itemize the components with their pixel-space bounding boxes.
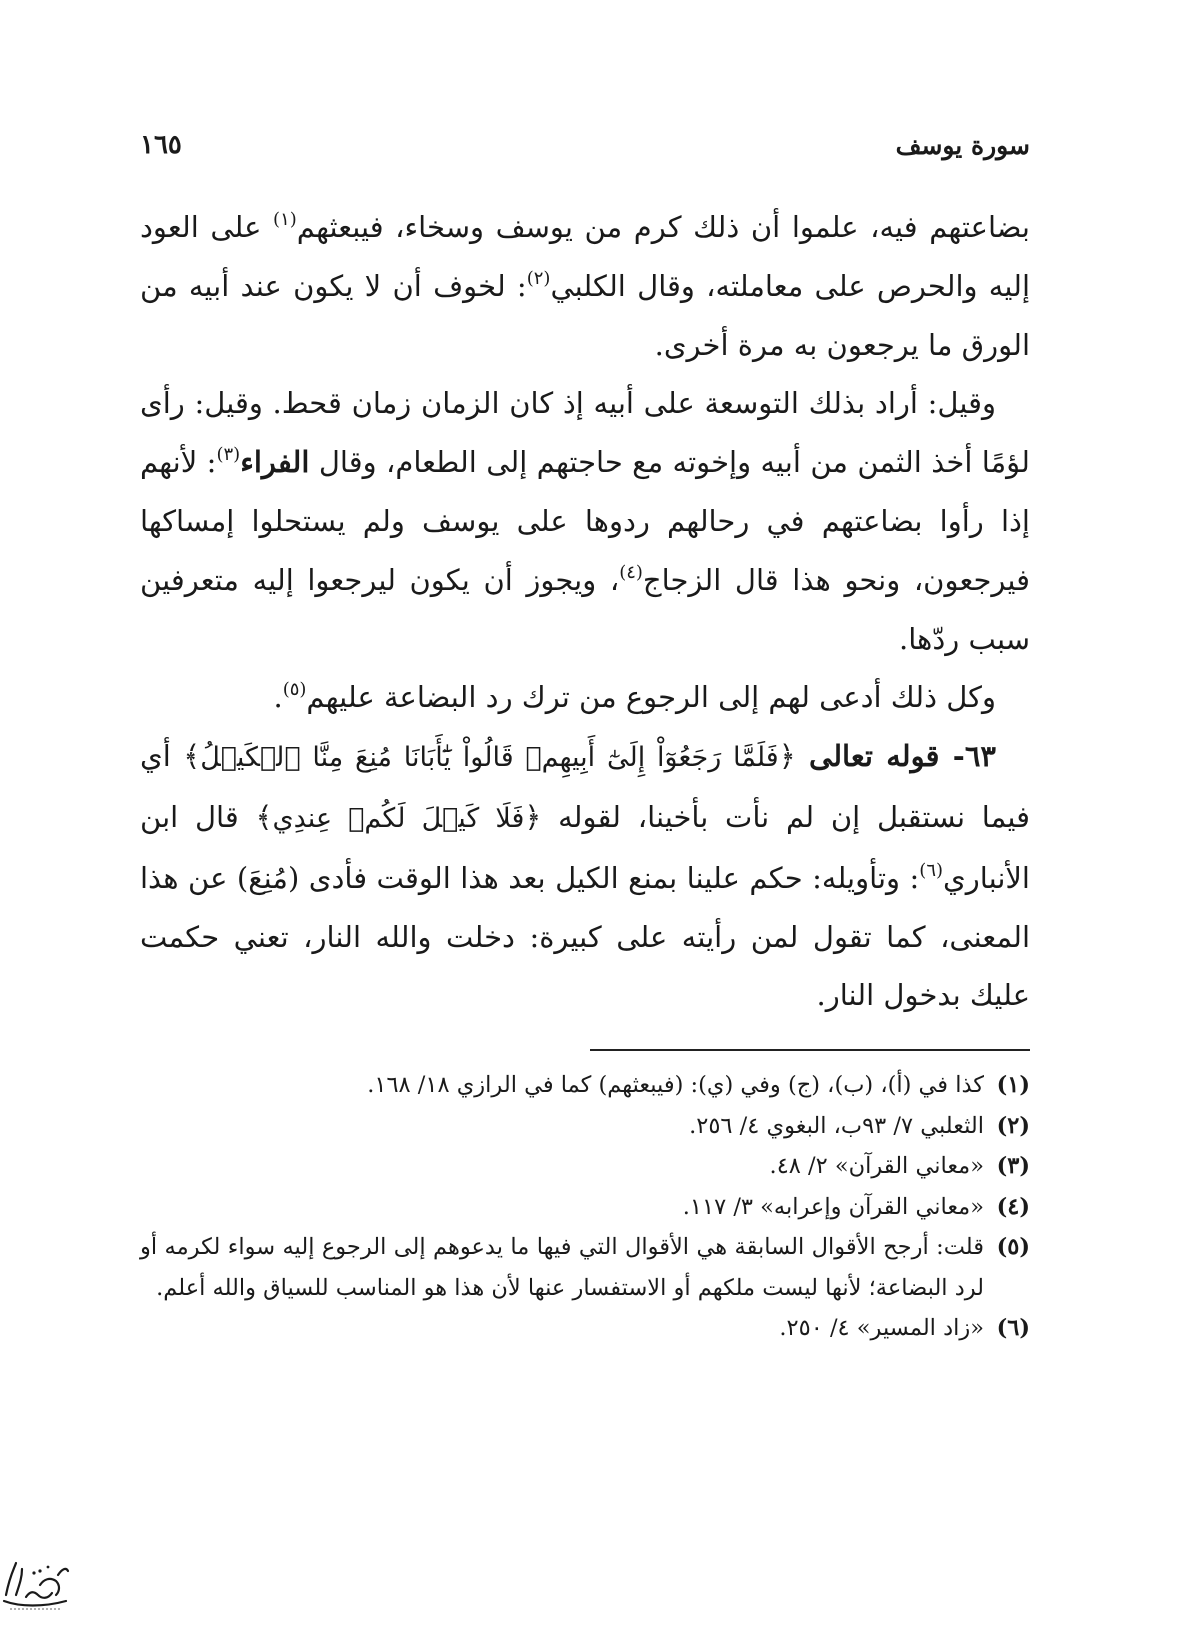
ornate-bracket-open: ﴿: [524, 799, 542, 834]
main-text: [140, 198, 1030, 1025]
surah-title: سورة يوسف: [895, 130, 1030, 160]
footnote-item: [140, 1227, 1030, 1308]
footnote-number: (٤): [996, 1193, 1030, 1220]
paragraph-3: [140, 668, 1030, 727]
footnote-ref-2[interactable]: (٢): [526, 267, 551, 289]
footnote-ref-3[interactable]: (٣): [216, 444, 241, 466]
footnote-number: (٣): [996, 1153, 1030, 1180]
footnote-text: «معاني القرآن وإعرابه» ٣/ ١١٧.: [682, 1193, 984, 1220]
ornate-bracket-close: ﴾: [183, 739, 201, 774]
text-run: .: [273, 680, 283, 715]
footnote-item: [140, 1187, 1030, 1228]
paragraph-4: [140, 727, 1030, 1025]
text-run: بضاعتهم فيه، علموا أن ذلك كرم من يوسف وسخاء، فيبعثهم: [296, 210, 1031, 244]
footnote-number: (٦): [996, 1315, 1030, 1342]
footnote-text: «زاد المسير» ٤/ ٢٥٠.: [779, 1315, 984, 1342]
calligraphy-stamp-logo: [0, 1555, 72, 1615]
page-number: ١٦٥: [140, 130, 182, 160]
text-run: على العود إليه والحرص على معاملته، وقال الكلبي: [140, 210, 1030, 303]
footnote-text: كذا في (أ)، (ب)، (ج) وفي (ي): (فيبعثهم) كما في الرازي ١٨/ ١٦٨.: [367, 1072, 984, 1099]
footnote-text: «معاني القرآن» ٢/ ٤٨.: [769, 1153, 984, 1180]
footnote-ref-4[interactable]: (٤): [619, 561, 643, 583]
cited-author: الفراء: [240, 445, 310, 480]
book-page: [140, 120, 1030, 1520]
text-run: أي فيما نستقبل إن لم نأت بأخينا، لقوله: [140, 739, 1031, 834]
text-run: ، ويجوز أن يكون ليرجعوا إليه متعرفين سبب ردّها.: [140, 562, 1030, 656]
footnote-number: (٥): [996, 1234, 1030, 1261]
ornate-bracket-close: ﴾: [255, 799, 273, 834]
footnote-ref-1[interactable]: (١): [273, 209, 297, 230]
footnote-number: (٢): [996, 1112, 1030, 1139]
paragraph-2: [140, 374, 1030, 668]
footnotes: [140, 1065, 1030, 1349]
footnote-item: [140, 1308, 1030, 1349]
quran-verse: فَلَمَّا رَجَعُوٓاْ إِلَىٰٓ أَبِيهِمۡ قَالُواْ يَٰٓأَبَانَا مُنِعَ مِنَّا ٱلۡكَيۡلُ: [200, 742, 779, 774]
text-run: قال ابن الأنباري: [140, 799, 1030, 895]
footnote-number: (١): [996, 1072, 1030, 1099]
footnote-ref-5[interactable]: (٥): [282, 679, 307, 701]
text-run: : لخوف أن لا يكون عند أبيه من الورق ما يرجعون به مرة أخرى.: [140, 268, 1030, 362]
text-run: وقيل: أراد بذلك التوسعة على أبيه إذ كان الزمان زمان قحط. وقيل: رأى لؤمًا أخذ الثمن من أبيه وإخوته مع حاجتهم إلى الطعام، وقال: [140, 386, 1030, 480]
footnote-ref-6[interactable]: (٦): [919, 859, 944, 881]
footnote-item: [140, 1146, 1030, 1187]
text-run: : لأنهم إذا رأوا بضاعتهم في رحالهم ردوها على يوسف ولم يستحلوا إمساكها فيرجعون، ونحو هذا قال الزجاج: [140, 445, 1030, 597]
footnote-divider: [590, 1049, 1030, 1051]
footnote-text: قلت: أرجح الأقوال السابقة هي الأقوال التي فيها ما يدعوهم إلى الرجوع إليه سواء لكرمه أو لرد البضاعة؛ لأنها ليست ملكهم أو الاستفسار عنها لأن هذا هو المناسب للسياق والله أعلم.: [140, 1234, 984, 1301]
text-run: وكل ذلك أدعى لهم إلى الرجوع من ترك رد البضاعة عليهم: [306, 680, 996, 715]
paragraph-1: [140, 198, 1030, 374]
text-run: : وتأويله: حكم علينا بمنع الكيل بعد هذا الوقت فأدى (مُنِعَ) عن هذا المعنى، كما تقول لمن رأيته على كبيرة: دخلت والله النار، تعني حكمت عليك بدخول النار.: [140, 860, 1030, 1013]
footnote-item: [140, 1106, 1030, 1147]
verse-heading: ٦٣- قوله تعالى: [795, 739, 996, 774]
running-header: [140, 120, 1030, 170]
ornate-bracket-open: ﴿: [778, 739, 796, 774]
footnote-item: [140, 1065, 1030, 1106]
quran-verse: فَلَا كَيۡلَ لَكُمۡ عِندِي: [272, 802, 525, 834]
footnote-text: الثعلبي ٧/ ٩٣ب، البغوي ٤/ ٢٥٦.: [689, 1112, 984, 1139]
